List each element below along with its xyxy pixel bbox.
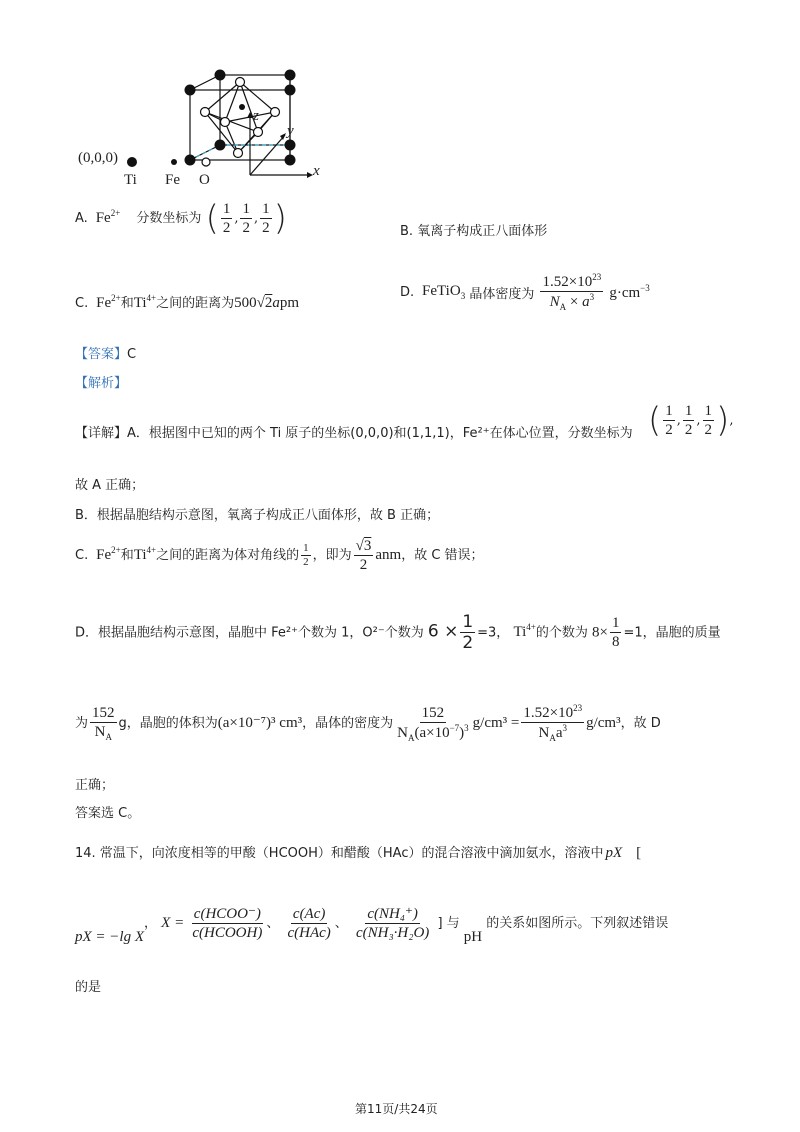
option-c: C. $Fe^{2+}$和$Ti^{4+}$之间的距离为500√2apm: [75, 293, 300, 311]
analysis-tag: 【解析】: [75, 376, 128, 391]
legend-o: O: [199, 172, 210, 188]
detail-d-end: 正确；: [75, 778, 115, 793]
detail-a: 【详解】A．根据图中已知的两个 Ti 原子的坐标(0,0,0)和(1,1,1)，Fe²⁺在体心位置，分数坐标为: [75, 426, 633, 441]
legend-markers: [124, 156, 224, 168]
option-b: B. 氧离子构成正八面体形: [400, 224, 548, 239]
detail-b: B．根据晶胞结构示意图，氧离子构成正八面体形，故 B 正确；: [75, 508, 440, 523]
q14-line3: 的是: [75, 980, 102, 995]
answer-line: 【答案】C: [75, 347, 137, 362]
q14-line1: 14. 常温下，向浓度相等的甲酸（HCOOH）和醋酸（HAc）的混合溶液中滴加氨水，溶液中 pX [: [75, 845, 642, 861]
detail-a-coord: ( $\frac{1}{2}$ , $\frac{1}{2}$ , $\frac{1}{2}$ ),: [648, 400, 734, 441]
detail-final: 答案选 C。: [75, 806, 141, 821]
detail-c: C. $Fe^{2+}$和$Ti^{4+}$之间的距离为体对角线的 $\frac{1}{2}$ ，即为 $\frac{√3}{2}$ anm，故 C 错误；: [75, 538, 484, 573]
legend-ti: Ti: [124, 172, 137, 188]
axis-z-label: z: [253, 108, 259, 124]
option-a: A. $Fe^{2+}$ 分数坐标为 ( $\frac{1}{2}$ , $\frac{1}{2}$ , $\frac{1}{2}$ ): [75, 198, 287, 239]
detail-d-line1: D．根据晶胞结构示意图，晶胞中 Fe²⁺个数为 1，O²⁻个数为 6 × $\frac{1}{2}$ =3， $Ti^{4+}$的个数为 8× $\frac{1}{8}$ =1，晶胞的质量: [75, 612, 721, 654]
detail-a-end: 故 A 正确；: [75, 478, 145, 493]
axis-x-label: x: [313, 163, 320, 179]
legend-fe: Fe: [165, 172, 180, 188]
option-d: D. FeTiO$_3$ 晶体密度为 $\frac{1.52\times 10^{23}}{N_A \times a^3}$ $g\cdot cm^{-3}$: [400, 272, 650, 312]
page-footer: 第11页/共24页: [355, 1102, 438, 1116]
detail-d-line2: 为 $\frac{152}{N_A}$ g，晶胞的体积为(a×10⁻⁷)³ cm³，晶体的密度为 $\frac{152}{N_A(a\times 10^{-7})^3}$ g/cm³ = $\frac{1.52\times 10^{23}}{N_Aa^3}$ g/cm³，故 D: [75, 703, 661, 743]
q14-line2: pX = −lg X， X = $\frac{\text{c(HCOO⁻)}}{\text{c(HCOOH)}}$ 、 $\frac{c(Ac)}{\text{c(HAc)}}$ 、 $\frac{\text{c(NH₄⁺)}}{\text{c(NH₃·H₂O)}}$ ] 与 pH 的关系如图所示。下列叙述错误: [75, 906, 669, 945]
axis-y-label: y: [287, 123, 294, 139]
origin-label: (0,0,0): [78, 150, 118, 166]
crystal-cell-figure: [70, 60, 350, 190]
